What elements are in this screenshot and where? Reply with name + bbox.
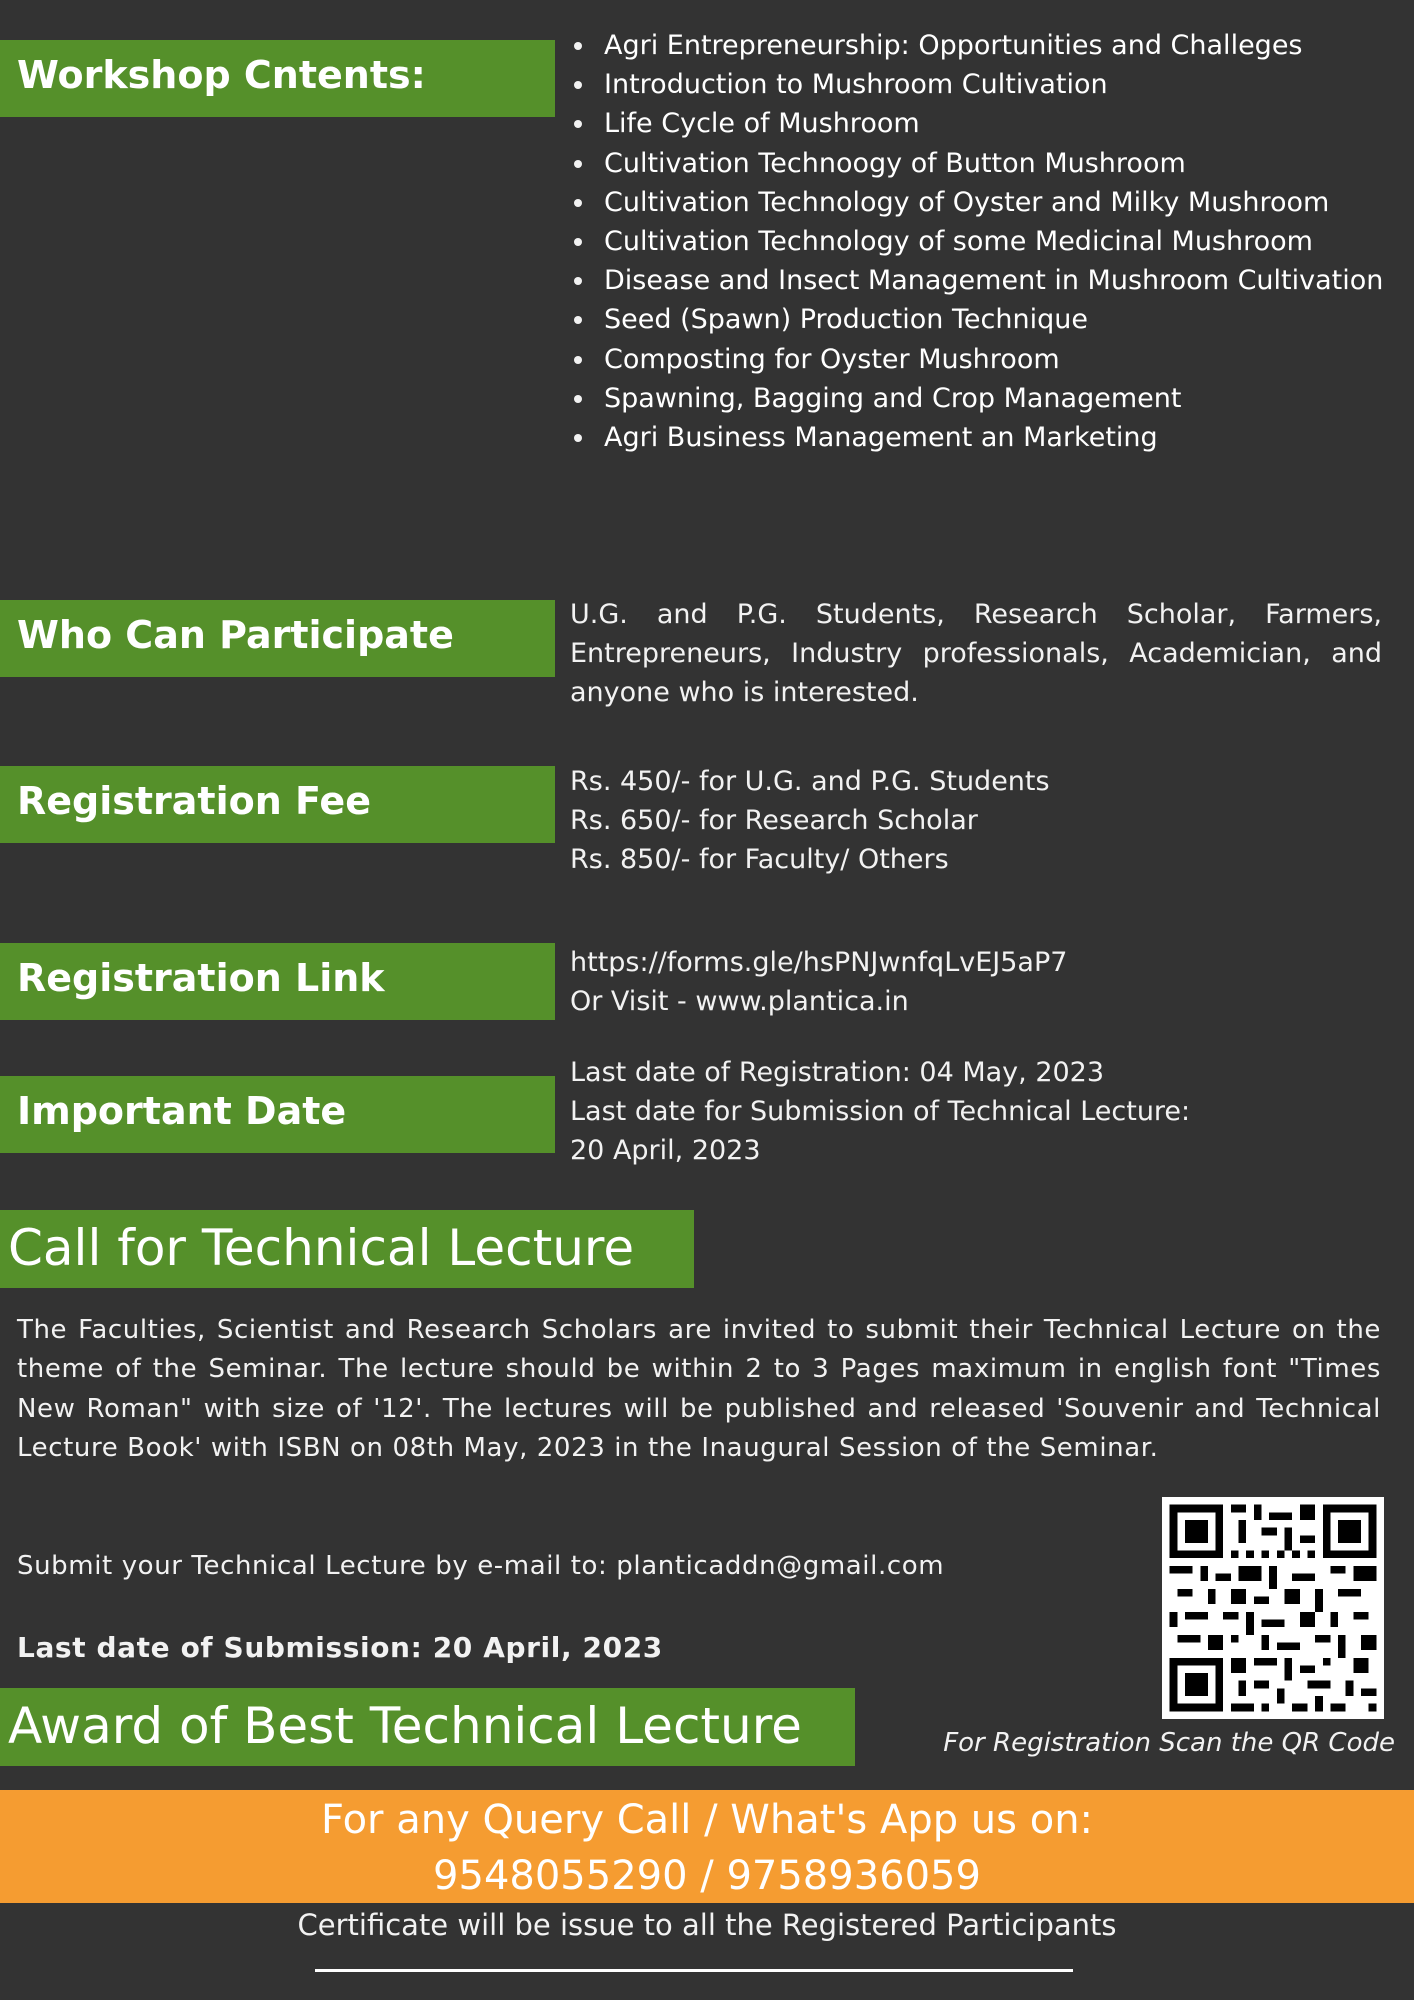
date-line: 20 April, 2023 (570, 1135, 761, 1167)
workshop-contents-list (566, 26, 1414, 457)
registration-link-label: Registration Link (0, 943, 555, 1020)
submission-last-date: Last date of Submission: 20 April, 2023 (17, 1631, 663, 1664)
list-item: Introduction to Mushroom Cultivation (604, 65, 1414, 104)
list-item: Cultivation Technoogy of Button Mushroom (604, 144, 1414, 183)
query-banner (0, 1790, 1414, 1903)
call-for-lecture-title: Call for Technical Lecture (0, 1210, 694, 1288)
call-paragraph: The Faculties, Scientist and Research Scholars are invited to submit their Technical Lecture on the theme of the Seminar. The lecture should be within 2 to 3 Pages maximum in english font "Times New Roman" with size of '12'. The lectures will be published and released 'Souvenir and Technical Lecture Book' with ISBN on 08th May, 2023 in the Inaugural Session of the Seminar. (17, 1315, 1381, 1463)
list-item: Agri Business Management an Marketing (604, 418, 1414, 457)
list-item: Agri Entrepreneurship: Opportunities and Challeges (604, 26, 1414, 65)
award-title: Award of Best Technical Lecture (0, 1688, 855, 1766)
who-can-participate-label: Who Can Participate (0, 600, 555, 677)
list-item: Composting for Oyster Mushroom (604, 340, 1414, 379)
submit-email-text: Submit your Technical Lecture by e-mail to: planticaddn@gmail.com (17, 1551, 945, 1581)
query-line: For any Query Call / What's App us on: (320, 1797, 1094, 1843)
fee-line: Rs. 650/- for Research Scholar (570, 805, 978, 837)
qr-code-icon[interactable] (1162, 1497, 1384, 1719)
certificate-note: Certificate will be issue to all the Registered Participants (297, 1908, 1117, 1942)
list-item: Cultivation Technology of Oyster and Milky Mushroom (604, 183, 1414, 222)
list-item: Life Cycle of Mushroom (604, 104, 1414, 143)
list-item: Disease and Insect Management in Mushroom Cultivation (604, 261, 1414, 300)
list-item: Seed (Spawn) Production Technique (604, 300, 1414, 339)
date-line: Last date of Registration: 04 May, 2023 (570, 1057, 1105, 1088)
website-link[interactable]: Or Visit - www.plantica.in (570, 986, 909, 1018)
important-dates (570, 1053, 1382, 1171)
fee-line: Rs. 450/- for U.G. and P.G. Students (570, 766, 1050, 797)
list-item: Cultivation Technology of some Medicinal Mushroom (604, 222, 1414, 261)
fee-line: Rs. 850/- for Faculty/ Others (570, 844, 949, 876)
qr-caption: For Registration Scan the QR Code (943, 1728, 1395, 1758)
list-item: Spawning, Bagging and Crop Management (604, 379, 1414, 418)
divider (315, 1969, 1073, 1972)
fee-list (570, 762, 1382, 880)
important-date-label: Important Date (0, 1076, 555, 1153)
registration-url[interactable]: https://forms.gle/hsPNJwnfqLvEJ5aP7 (570, 947, 1068, 978)
phone-numbers[interactable]: 9548055290 / 9758936059 (433, 1853, 981, 1899)
registration-fee-label: Registration Fee (0, 766, 555, 843)
workshop-contents-label: Workshop Cntents: (0, 40, 555, 117)
date-line: Last date for Submission of Technical Lecture: (570, 1096, 1191, 1128)
registration-link-block (570, 943, 1382, 1021)
participate-text: U.G. and P.G. Students, Research Scholar, Farmers, Entrepreneurs, Industry professionals, Academician, and anyone who is interested. (570, 599, 1382, 709)
